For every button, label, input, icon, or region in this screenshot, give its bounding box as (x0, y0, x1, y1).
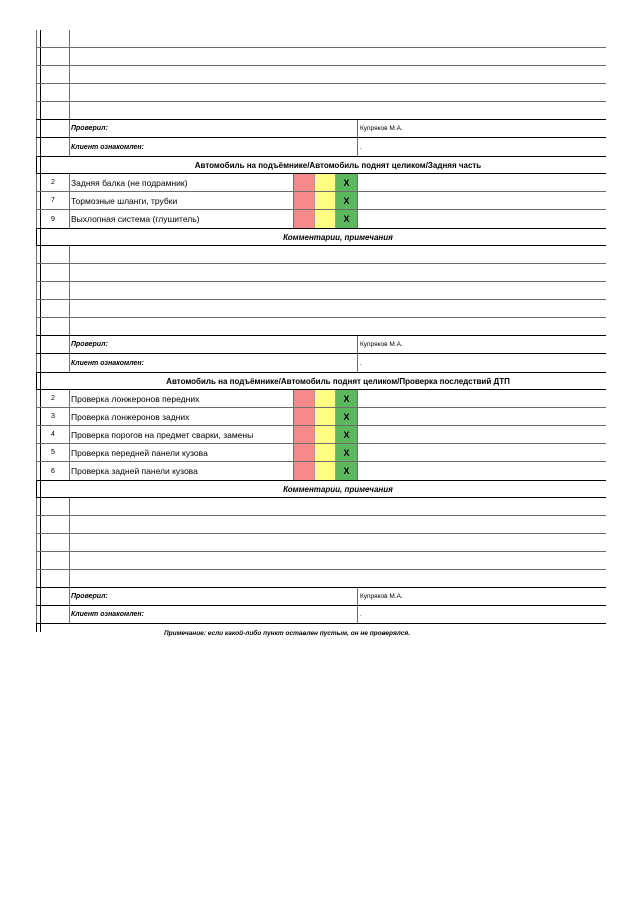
status-green-cell[interactable]: X (336, 192, 358, 209)
item-number: 6 (36, 462, 70, 480)
item-comment[interactable] (358, 444, 606, 461)
comment-line[interactable] (36, 48, 606, 66)
status-red-cell[interactable] (294, 390, 315, 407)
comment-line[interactable] (36, 498, 606, 516)
comment-line[interactable] (36, 30, 606, 48)
status-red-cell[interactable] (294, 444, 315, 461)
inspection-sheet (36, 30, 606, 624)
item-comment[interactable] (358, 210, 606, 228)
checklist-row (36, 174, 606, 192)
status-yellow-cell[interactable] (315, 210, 336, 228)
item-name: Проверка лонжеронов передних (70, 390, 294, 407)
checked-by-value: Купряков М.А. (360, 341, 403, 348)
client-label: Клиент ознакомлен: (70, 606, 358, 623)
item-name: Задняя балка (не подрамник) (70, 174, 294, 191)
comment-line[interactable] (36, 84, 606, 102)
checklist-row (36, 408, 606, 426)
section-dtp-title: Автомобиль на подъёмнике/Автомобиль поднят целиком/Проверка последствий ДТП (36, 372, 606, 390)
status-green-cell[interactable]: X (336, 390, 358, 407)
status-green-cell[interactable]: X (336, 426, 358, 443)
item-name: Проверка порогов на предмет сварки, замены (70, 426, 294, 443)
comment-line[interactable] (36, 282, 606, 300)
item-name: Тормозные шланги, трубки (70, 192, 294, 209)
comment-line[interactable] (36, 534, 606, 552)
comment-line[interactable] (36, 552, 606, 570)
status-yellow-cell[interactable] (315, 408, 336, 425)
status-yellow-cell[interactable] (315, 192, 336, 209)
status-green-cell[interactable]: X (336, 444, 358, 461)
checklist-row (36, 444, 606, 462)
client-value: . (360, 359, 362, 367)
status-green-cell[interactable]: X (336, 462, 358, 480)
item-name: Проверка задней панели кузова (70, 462, 294, 480)
checklist-row (36, 462, 606, 480)
checklist-row (36, 192, 606, 210)
client-value: . (360, 143, 362, 151)
client-label: Клиент ознакомлен: (70, 354, 358, 372)
comment-line[interactable] (36, 300, 606, 318)
item-name: Выхлопная система (глушитель) (70, 210, 294, 228)
item-number: 5 (36, 444, 70, 461)
checked-by-label: Проверил: (70, 120, 358, 137)
status-red-cell[interactable] (294, 210, 315, 228)
status-green-cell[interactable]: X (336, 210, 358, 228)
status-red-cell[interactable] (294, 174, 315, 191)
checked-by-row (36, 588, 606, 606)
checked-by-row (36, 120, 606, 138)
status-red-cell[interactable] (294, 408, 315, 425)
status-green-cell[interactable]: X (336, 174, 358, 191)
comment-line[interactable] (36, 516, 606, 534)
item-comment[interactable] (358, 408, 606, 425)
comment-line[interactable] (36, 102, 606, 120)
checked-by-value: Купряков М.А. (360, 125, 403, 132)
section-rear-title: Автомобиль на подъёмнике/Автомобиль поднят целиком/Задняя часть (36, 156, 606, 174)
comment-line[interactable] (36, 318, 606, 336)
client-row (36, 354, 606, 372)
item-comment[interactable] (358, 462, 606, 480)
status-yellow-cell[interactable] (315, 426, 336, 443)
section-rear-comments-title: Комментарии, примечания (36, 228, 606, 246)
checked-by-row (36, 336, 606, 354)
checklist-row (36, 210, 606, 228)
section-dtp-comments-title: Комментарии, примечания (36, 480, 606, 498)
comment-line[interactable] (36, 66, 606, 84)
status-red-cell[interactable] (294, 462, 315, 480)
item-number: 7 (36, 192, 70, 209)
status-yellow-cell[interactable] (315, 444, 336, 461)
item-number: 2 (36, 174, 70, 191)
item-comment[interactable] (358, 174, 606, 191)
comment-line[interactable] (36, 570, 606, 588)
item-comment[interactable] (358, 390, 606, 407)
item-number: 9 (36, 210, 70, 228)
comment-line[interactable] (36, 246, 606, 264)
checklist-row (36, 426, 606, 444)
checked-by-label: Проверил: (70, 588, 358, 605)
status-yellow-cell[interactable] (315, 390, 336, 407)
item-number: 2 (36, 390, 70, 407)
status-yellow-cell[interactable] (315, 174, 336, 191)
client-row (36, 606, 606, 624)
client-label: Клиент ознакомлен: (70, 138, 358, 156)
client-value: . (360, 611, 362, 618)
item-name: Проверка передней панели кузова (70, 444, 294, 461)
item-number: 4 (36, 426, 70, 443)
checked-by-label: Проверил: (70, 336, 358, 353)
item-name: Проверка лонжеронов задних (70, 408, 294, 425)
checked-by-value: Купряков М.А. (360, 593, 403, 600)
checklist-row (36, 390, 606, 408)
status-yellow-cell[interactable] (315, 462, 336, 480)
item-comment[interactable] (358, 426, 606, 443)
comment-line[interactable] (36, 264, 606, 282)
status-red-cell[interactable] (294, 426, 315, 443)
item-comment[interactable] (358, 192, 606, 209)
footer-note: Примечание: если какой-либо пункт оставлен пустым, он не проверялся. (164, 630, 410, 637)
status-green-cell[interactable]: X (336, 408, 358, 425)
client-row (36, 138, 606, 156)
status-red-cell[interactable] (294, 192, 315, 209)
item-number: 3 (36, 408, 70, 425)
